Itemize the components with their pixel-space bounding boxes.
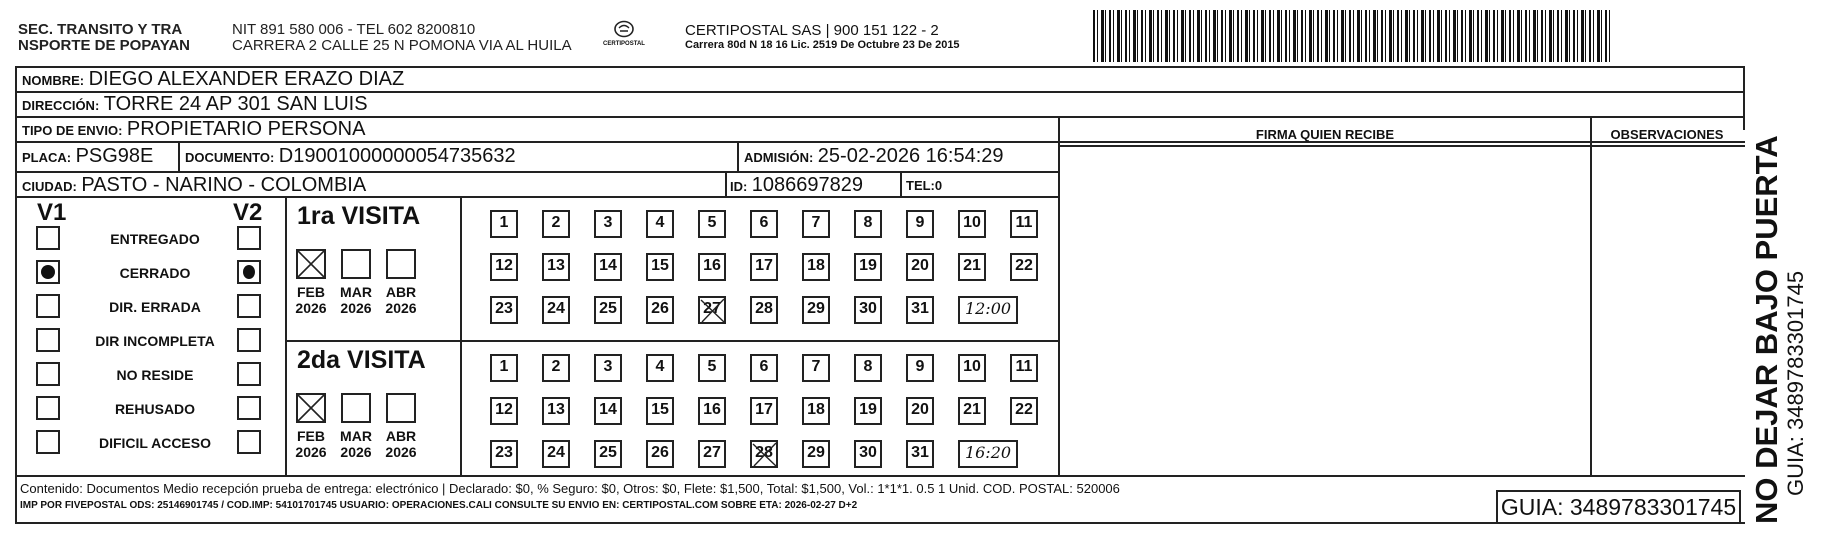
day-box[interactable]: 6 (750, 210, 778, 238)
day-box[interactable]: 18 (802, 397, 830, 425)
month-label (379, 428, 423, 460)
v1-checkbox[interactable] (36, 328, 60, 352)
day-box[interactable]: 25 (594, 440, 622, 468)
month-label (289, 428, 333, 460)
month-year: 2026 (340, 444, 372, 460)
recipient-name: DIEGO ALEXANDER ERAZO DIAZ (88, 68, 405, 90)
no-dejar-text: NO DEJAR BAJO PUERTA (1749, 135, 1784, 524)
check-mark-icon (296, 393, 326, 423)
day-box[interactable]: 2 (542, 210, 570, 238)
day-box[interactable]: 4 (646, 210, 674, 238)
day-box[interactable]: 12 (490, 397, 518, 425)
day-box[interactable]: 18 (802, 253, 830, 281)
day-box[interactable]: 8 (854, 210, 882, 238)
v2-checkbox[interactable] (237, 430, 261, 454)
v1-checkbox[interactable] (36, 294, 60, 318)
plate-row: PLACA: PSG98E (22, 145, 154, 167)
company-info: CERTIPOSTAL SAS | 900 151 122 - 2 Carrera 80d N 18 16 Lic. 2519 De Octubre 23 De 2015 (685, 22, 960, 51)
month-checkbox[interactable] (296, 249, 326, 279)
day-box[interactable]: 6 (750, 354, 778, 382)
observations-header: OBSERVACIONES (1610, 127, 1724, 142)
document-row: DOCUMENTO: D19001000000054735632 (185, 145, 516, 167)
city: PASTO - NARINO - COLOMBIA (81, 174, 367, 196)
day-box[interactable]: 1 (490, 354, 518, 382)
month-checkbox[interactable] (386, 393, 416, 423)
day-box[interactable]: 14 (594, 253, 622, 281)
day-box[interactable]: 31 (906, 440, 934, 468)
sender-name: SEC. TRANSITO Y TRA NSPORTE DE POPAYAN (18, 21, 190, 54)
plate-number: PSG98E (75, 145, 154, 167)
logo-icon (613, 20, 635, 38)
day-box[interactable]: 15 (646, 397, 674, 425)
sender-contact: NIT 891 580 006 - TEL 602 8200810 CARRERA 2 CALLE 25 N POMONA VIA AL HUILA (232, 21, 572, 54)
day-box[interactable]: 4 (646, 354, 674, 382)
day-box[interactable]: 23 (490, 440, 518, 468)
day-box[interactable]: 21 (958, 397, 986, 425)
status-label: DIR INCOMPLETA (95, 333, 215, 349)
v2-checkbox[interactable] (237, 294, 261, 318)
day-box[interactable]: 26 (646, 440, 674, 468)
day-cross-mark (698, 296, 726, 324)
document-number: D19001000000054735632 (278, 145, 516, 167)
day-box[interactable]: 30 (854, 296, 882, 324)
day-box[interactable]: 28 (750, 440, 778, 468)
day-box[interactable]: 22 (1010, 397, 1038, 425)
recipient-tel: 0 (934, 178, 943, 193)
status-label: CERRADO (119, 265, 191, 281)
day-box[interactable]: 9 (906, 354, 934, 382)
v2-checkbox[interactable] (237, 396, 261, 420)
day-box[interactable]: 28 (750, 296, 778, 324)
recipient-address-row: DIRECCIÓN: TORRE 24 AP 301 SAN LUIS (22, 93, 368, 115)
month-checkbox[interactable] (341, 393, 371, 423)
day-box[interactable]: 8 (854, 354, 882, 382)
v1-checkbox[interactable] (36, 430, 60, 454)
month-checkbox[interactable] (341, 249, 371, 279)
day-box[interactable]: 15 (646, 253, 674, 281)
day-box[interactable]: 10 (958, 210, 986, 238)
day-box[interactable]: 19 (854, 253, 882, 281)
day-box[interactable]: 2 (542, 354, 570, 382)
shipment-type-row: TIPO DE ENVIO: PROPIETARIO PERSONA (22, 118, 366, 140)
day-box[interactable]: 24 (542, 296, 570, 324)
day-box[interactable]: 27 (698, 296, 726, 324)
month-checkbox[interactable] (296, 393, 326, 423)
status-label: ENTREGADO (110, 231, 200, 247)
day-box[interactable]: 25 (594, 296, 622, 324)
tel-row: TEL:0 (906, 178, 943, 193)
day-box[interactable]: 9 (906, 210, 934, 238)
day-box[interactable]: 20 (906, 253, 934, 281)
shipment-type: PROPIETARIO PERSONA (126, 118, 366, 140)
month-year: 2026 (340, 300, 372, 316)
status-label: DIFICIL ACCESO (98, 435, 211, 451)
v2-checkbox[interactable] (237, 260, 261, 284)
month-label (334, 284, 378, 316)
month-label (289, 284, 333, 316)
v1-checkbox[interactable] (36, 226, 60, 250)
time-box[interactable]: 12:00 (958, 296, 1018, 324)
visit-title: 1ra VISITA (297, 202, 421, 230)
month-name: MAR (340, 428, 372, 444)
day-box[interactable]: 24 (542, 440, 570, 468)
day-box[interactable]: 13 (542, 397, 570, 425)
month-year: 2026 (385, 300, 417, 316)
signature-header: FIRMA QUIEN RECIBE (1255, 127, 1395, 142)
day-box[interactable]: 16 (698, 397, 726, 425)
v1-label: V1 (37, 199, 67, 226)
day-box[interactable]: 3 (594, 354, 622, 382)
time-box[interactable]: 16:20 (958, 440, 1018, 468)
city-row: CIUDAD: PASTO - NARINO - COLOMBIA (22, 174, 367, 196)
status-label: DIR. ERRADA (109, 299, 201, 315)
month-name: ABR (385, 428, 417, 444)
day-box[interactable]: 19 (854, 397, 882, 425)
mark-dot (41, 265, 55, 279)
v1-checkbox[interactable] (36, 362, 60, 386)
month-name: FEB (297, 428, 325, 444)
month-year: 2026 (385, 444, 417, 460)
vertical-warning (1750, 135, 1808, 524)
day-box[interactable]: 7 (802, 210, 830, 238)
day-box[interactable]: 26 (646, 296, 674, 324)
recipient-id: 1086697829 (751, 174, 864, 196)
day-box[interactable]: 20 (906, 397, 934, 425)
day-box[interactable]: 16 (698, 253, 726, 281)
visit-title: 2da VISITA (297, 346, 426, 374)
day-box[interactable]: 12 (490, 253, 518, 281)
day-box[interactable]: 17 (750, 397, 778, 425)
mark-dot (243, 265, 255, 279)
check-mark-icon (296, 249, 326, 279)
day-box[interactable]: 30 (854, 440, 882, 468)
footer-details (20, 480, 1500, 514)
frame-right-top (1743, 66, 1745, 130)
day-box[interactable]: 29 (802, 296, 830, 324)
day-box[interactable]: 7 (802, 354, 830, 382)
month-year: 2026 (295, 300, 327, 316)
admission-row: ADMISIÓN: 25-02-2026 16:54:29 (744, 145, 1004, 167)
admission-date: 25-02-2026 16:54:29 (817, 145, 1004, 167)
day-box[interactable]: 21 (958, 253, 986, 281)
month-name: MAR (340, 284, 372, 300)
day-box[interactable]: 5 (698, 210, 726, 238)
day-box[interactable]: 31 (906, 296, 934, 324)
guia-box (1496, 490, 1741, 524)
v1-checkbox[interactable] (36, 260, 60, 284)
cross-mark-icon (750, 440, 780, 470)
day-box[interactable]: 10 (958, 354, 986, 382)
content-line: Contenido: Documentos Medio recepción prueba de entrega: electrónico | Declarado: $0, % Seguro: $0, Otros: $0, Flete: $1,500, Total: $1,500, Vol.: 1*1*1. 0.5 1 Unid. COD. POSTAL: 520006 (20, 481, 1120, 496)
recipient-address: TORRE 24 AP 301 SAN LUIS (103, 93, 368, 115)
day-box[interactable]: 1 (490, 210, 518, 238)
v2-label: V2 (233, 199, 263, 226)
month-label (379, 284, 423, 316)
day-box[interactable]: 17 (750, 253, 778, 281)
day-box[interactable]: 5 (698, 354, 726, 382)
guia-number: GUIA: 3489783301745 (1500, 494, 1737, 520)
status-label: NO RESIDE (116, 367, 194, 383)
day-cross-mark (750, 440, 778, 468)
day-box[interactable]: 27 (698, 440, 726, 468)
print-info-line: IMP POR FIVEPOSTAL ODS: 25146901745 / COD.IMP: 54101701745 USUARIO: OPERACIONES.CALI CONSULTE SU ENVIO EN: CERTIPOSTAL.COM SOBRE ETA: 2026-02-27 D+2 (20, 500, 858, 511)
id-row: ID: 1086697829 (730, 174, 864, 196)
vertical-guia: GUIA: 3489783301745 (1783, 270, 1808, 496)
month-name: FEB (297, 284, 325, 300)
day-box[interactable]: 11 (1010, 210, 1038, 238)
status-label: REHUSADO (114, 401, 196, 417)
recipient-name-row: NOMBRE: DIEGO ALEXANDER ERAZO DIAZ (22, 68, 405, 90)
v2-checkbox[interactable] (237, 362, 261, 386)
day-box[interactable]: 13 (542, 253, 570, 281)
month-name: ABR (385, 284, 417, 300)
day-box[interactable]: 3 (594, 210, 622, 238)
day-box[interactable]: 23 (490, 296, 518, 324)
certipostal-logo: CERTIPOSTAL (597, 20, 651, 47)
day-box[interactable]: 14 (594, 397, 622, 425)
month-label (334, 428, 378, 460)
day-box[interactable]: 29 (802, 440, 830, 468)
barcode (1093, 10, 1613, 62)
v2-checkbox[interactable] (237, 226, 261, 250)
day-box[interactable]: 22 (1010, 253, 1038, 281)
month-checkbox[interactable] (386, 249, 416, 279)
month-year: 2026 (295, 444, 327, 460)
v1-checkbox[interactable] (36, 396, 60, 420)
cross-mark-icon (698, 296, 728, 326)
day-box[interactable]: 11 (1010, 354, 1038, 382)
v2-checkbox[interactable] (237, 328, 261, 352)
